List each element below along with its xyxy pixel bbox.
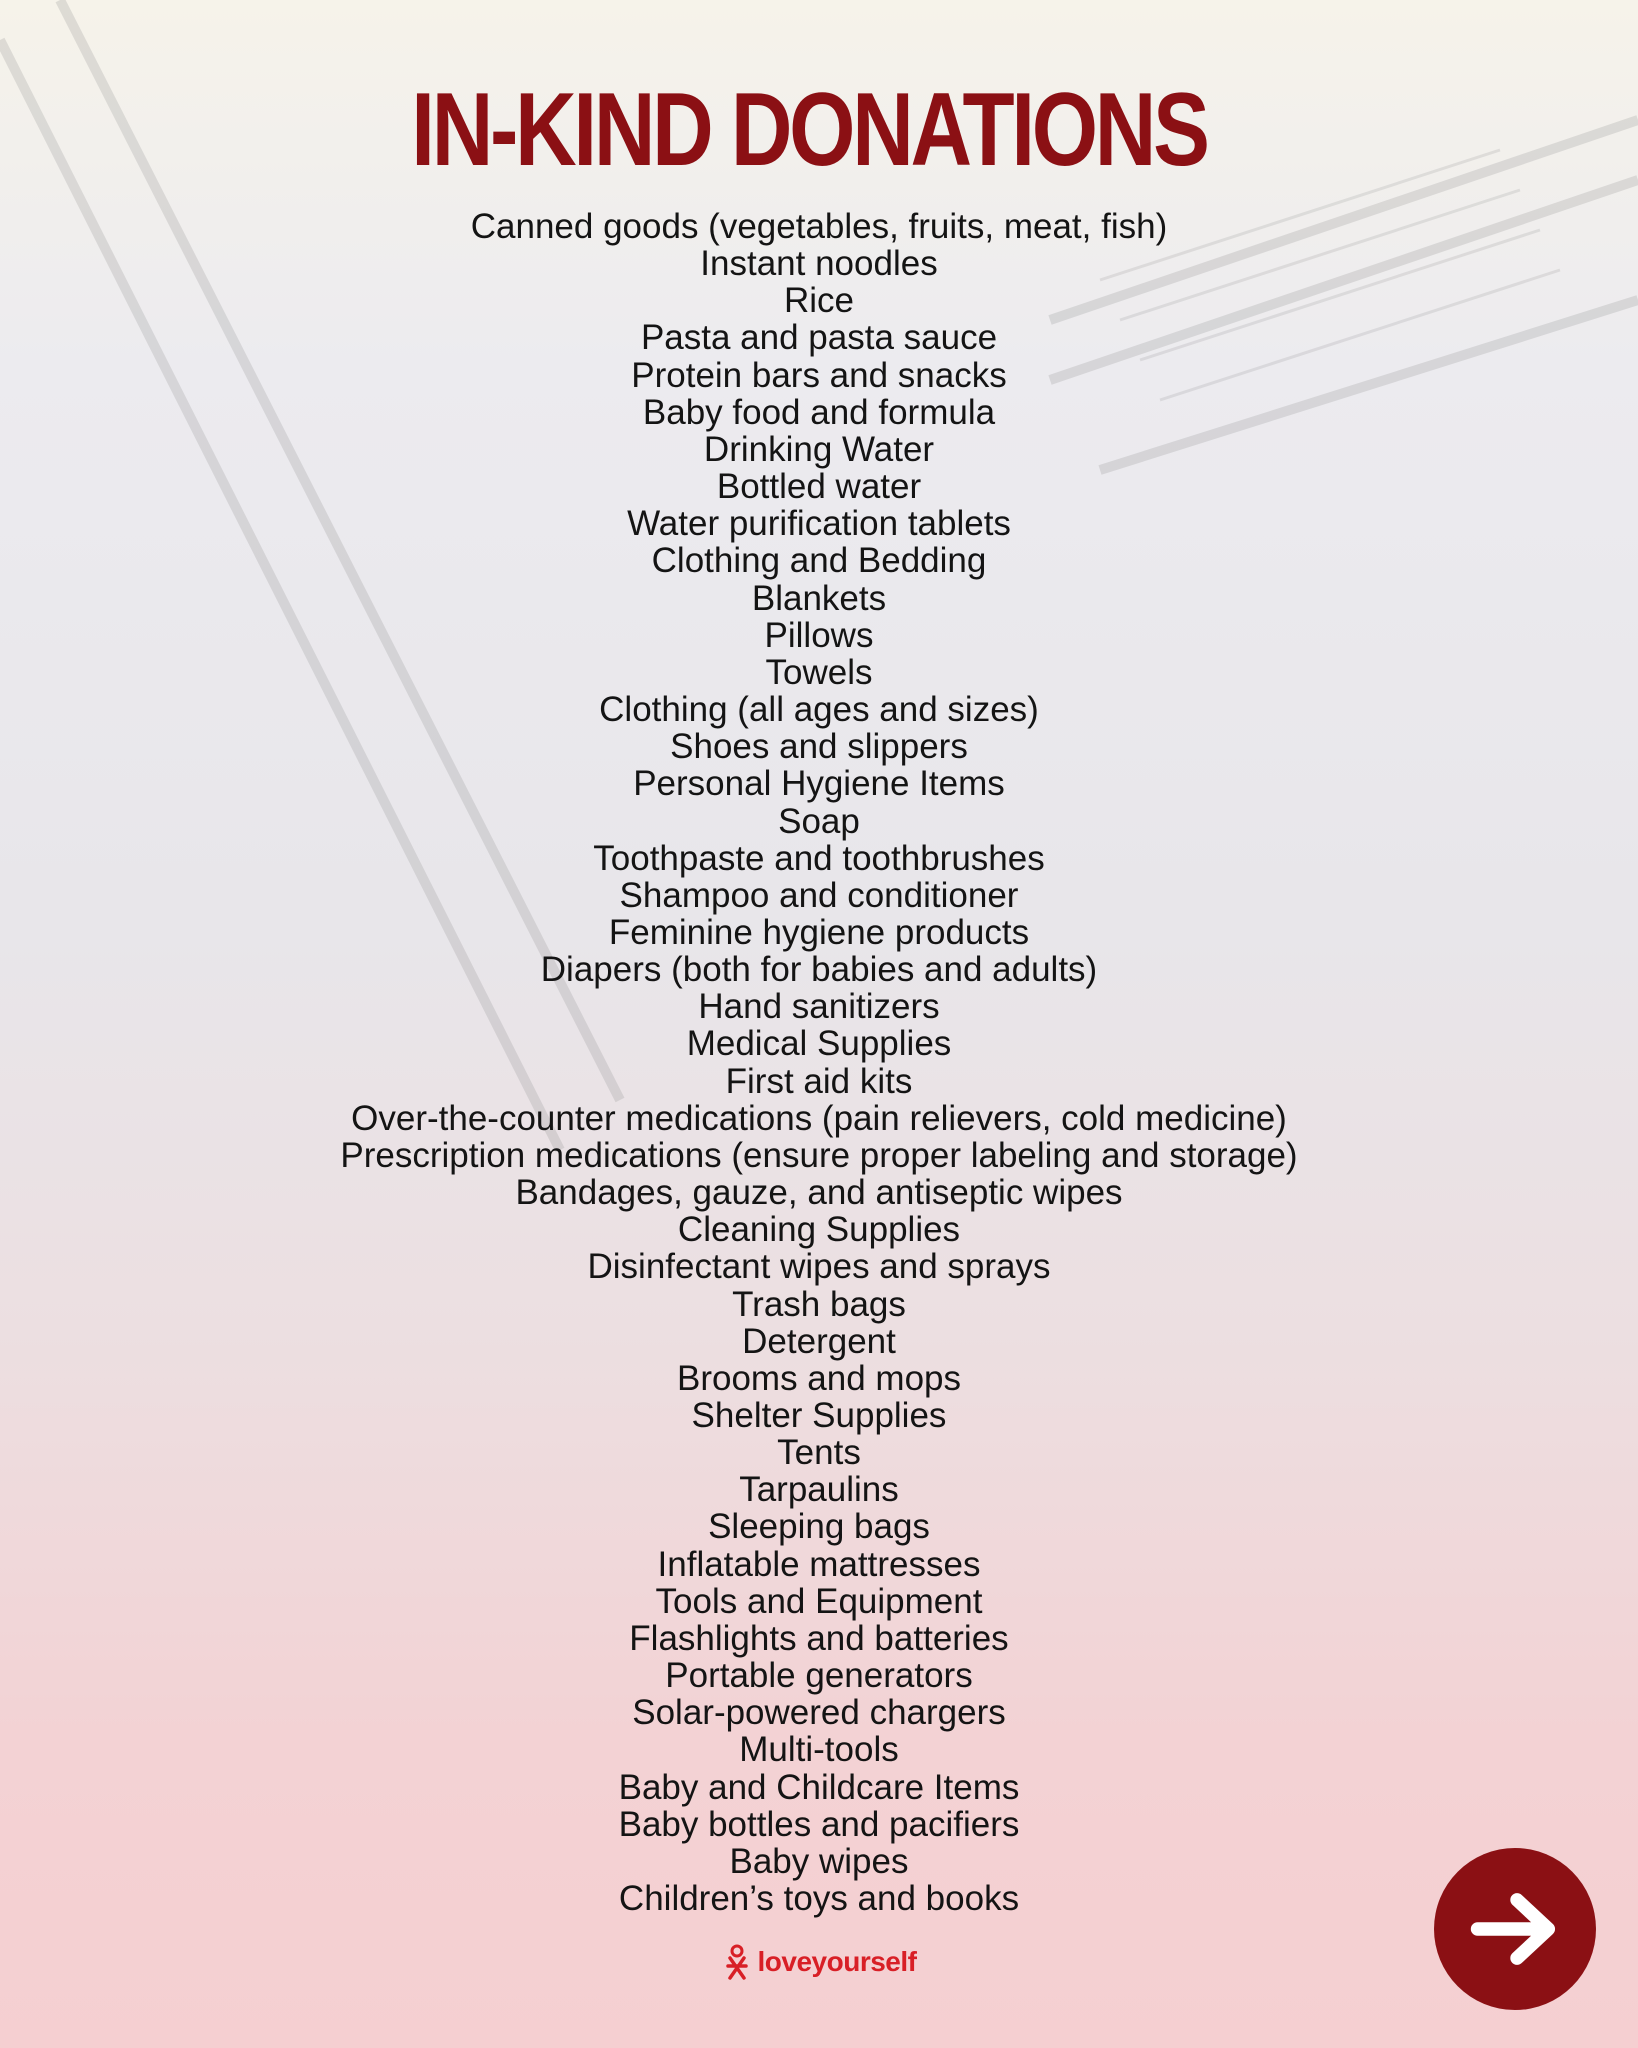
- list-item: Drinking Water: [703, 429, 935, 469]
- list-item: Towels: [765, 652, 873, 692]
- list-item: Brooms and mops: [676, 1358, 962, 1398]
- list-item: Tools and Equipment: [655, 1581, 983, 1621]
- list-item: Over-the-counter medications (pain relievers, cold medicine): [351, 1098, 1287, 1138]
- list-item: Cleaning Supplies: [677, 1210, 961, 1250]
- list-item: Soap: [778, 801, 860, 841]
- list-item: First aid kits: [725, 1061, 913, 1101]
- list-item: Diapers (both for babies and adults): [540, 950, 1098, 990]
- list-item: Inflatable mattresses: [657, 1544, 981, 1584]
- list-item: Medical Supplies: [686, 1024, 952, 1064]
- list-item: Solar-powered chargers: [632, 1693, 1006, 1733]
- brand-name: [758, 1946, 917, 1978]
- list-item: Shoes and slippers: [670, 727, 968, 767]
- list-item: Tents: [777, 1433, 861, 1473]
- list-item: Protein bars and snacks: [631, 355, 1007, 395]
- list-item: Shampoo and conditioner: [619, 875, 1019, 915]
- list-item: Disinfectant wipes and sprays: [587, 1247, 1051, 1287]
- next-button[interactable]: [1434, 1848, 1596, 2010]
- list-item: Bandages, gauze, and antiseptic wipes: [515, 1173, 1123, 1213]
- list-item: Portable generators: [665, 1656, 973, 1696]
- list-item: Pasta and pasta sauce: [640, 318, 998, 358]
- list-item: Baby bottles and pacifiers: [618, 1804, 1020, 1844]
- brand-name-love: love: [757, 1946, 812, 1977]
- brand-logo: [0, 1944, 1638, 1980]
- list-item: Flashlights and batteries: [629, 1618, 1009, 1658]
- list-item: Tarpaulins: [739, 1470, 899, 1510]
- list-item: Clothing and Bedding: [651, 541, 987, 581]
- arrow-right-icon: [1463, 1877, 1567, 1981]
- list-item: Water purification tablets: [627, 504, 1011, 544]
- list-item: Multi-tools: [739, 1730, 899, 1770]
- list-item: Clothing (all ages and sizes): [599, 690, 1039, 730]
- list-item: Sleeping bags: [708, 1507, 930, 1547]
- list-item: Blankets: [751, 578, 887, 618]
- list-item: Instant noodles: [700, 244, 938, 284]
- page-title: IN-KIND DONATIONS: [411, 72, 1207, 188]
- list-item: Baby wipes: [729, 1841, 909, 1881]
- list-item: Toothpaste and toothbrushes: [593, 838, 1045, 878]
- list-item: Personal Hygiene Items: [633, 764, 1005, 804]
- list-item: Bottled water: [716, 467, 922, 507]
- list-item: Baby and Childcare Items: [618, 1767, 1020, 1807]
- list-item: Detergent: [742, 1321, 896, 1361]
- list-item: Shelter Supplies: [691, 1396, 947, 1435]
- list-item: Canned goods (vegetables, fruits, meat, fish): [470, 207, 1168, 246]
- list-item: Trash bags: [732, 1284, 906, 1324]
- list-item: Prescription medications (ensure proper labeling and storage): [340, 1135, 1298, 1175]
- list-item: Rice: [783, 281, 855, 321]
- list-item: Children’s toys and books: [618, 1879, 1020, 1919]
- list-item: Feminine hygiene products: [608, 912, 1030, 952]
- donation-list: [0, 208, 1638, 1917]
- ribbon-person-icon: [722, 1944, 752, 1980]
- brand-name-yourself: yourself: [811, 1946, 917, 1977]
- list-item: Baby food and formula: [642, 392, 996, 432]
- list-item: Hand sanitizers: [698, 987, 940, 1027]
- list-item: Pillows: [764, 615, 874, 655]
